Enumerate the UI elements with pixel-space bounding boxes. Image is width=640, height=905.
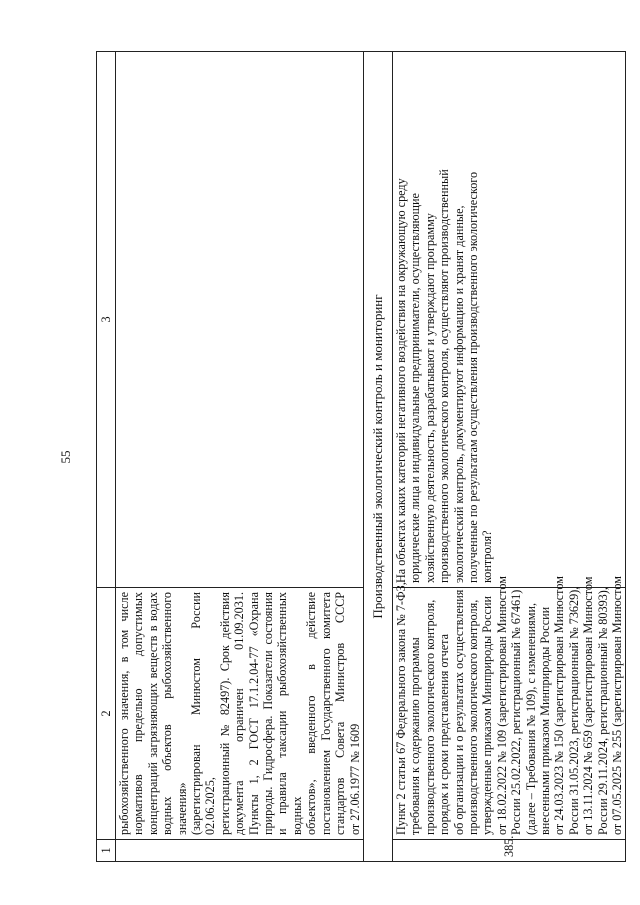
text-line: и правила таксации рыбохозяйственных водных — [275, 592, 304, 835]
text-line: контроля? — [480, 530, 495, 583]
text-line: природы. Гидросфера. Показатели состояния — [261, 592, 276, 835]
text-line: производственного экологического контроля, — [465, 599, 480, 835]
text-line: об организации и о результатах осуществления — [451, 589, 466, 835]
text-line: России 29.11.2024, регистрационный № 80393), — [595, 587, 610, 835]
text-line: утвержденные приказом Минприроды России — [480, 595, 495, 835]
table-row-385 — [392, 52, 626, 862]
text-line: стандартов Совета Министров СССР — [333, 592, 348, 835]
text-line: от 27.06.1977 № 1609 — [347, 723, 362, 835]
text-line: России 31.05.2023, регистрационный № 73629), — [566, 586, 581, 835]
text-line: внесенными приказом Минприроды России — [537, 606, 552, 835]
text-line: концентраций загрязняющих веществ в водах — [145, 592, 160, 835]
text-line: документа ограничен 01.09.2031. — [232, 592, 247, 835]
header-col-1: 1 — [97, 840, 116, 862]
text-line: (зарегистрирован Минюстом России 02.06.2025, — [189, 592, 218, 835]
text-line: требования к содержанию программы — [408, 637, 423, 835]
text-line: Пункты 1, 2 ГОСТ 17.1.2.04-77 «Охрана — [246, 592, 261, 835]
text-line: (далее – Требования № 109), с изменениями, — [523, 602, 538, 835]
text-line: водных объектов рыбохозяйственного значения» — [160, 592, 189, 835]
text-line: от 07.05.2025 № 255 (зарегистрирован Минюстом — [610, 576, 624, 835]
text-line: хозяйственную деятельность, разрабатывают и утверждают программу — [422, 213, 437, 583]
text-line: постановлением Государственного комитета — [318, 592, 333, 835]
row-number-cell — [116, 840, 364, 862]
section-title: Производственный экологический контроль и мониторинг — [363, 52, 392, 862]
header-col-2: 2 — [97, 588, 116, 840]
text-line: рыбохозяйственного значения, в том числе — [117, 592, 131, 835]
law-reference-cell — [392, 576, 626, 840]
question-cell — [116, 52, 364, 588]
text-line: России 25.02.2022, регистрационный № 67461) — [509, 589, 524, 835]
text-line: регистрационный № 82497). Срок действия — [217, 592, 232, 835]
text-line: объектов», введенного в действие — [304, 592, 319, 835]
table-header-row — [97, 52, 116, 862]
text-line: Пункт 2 статьи 67 Федерального закона № 7-ФЗ, — [393, 582, 408, 835]
text-line: полученные по результатам осуществления производственного экологического — [465, 171, 480, 583]
section-row — [363, 52, 392, 862]
table-row-continued — [116, 52, 364, 862]
text-line: производственного экологического контроля, — [422, 599, 437, 835]
page-number: 55 — [58, 450, 73, 464]
text-line: нормативов предельно допустимых — [131, 592, 146, 835]
header-col-3: 3 — [97, 52, 116, 588]
text-line: производственного экологического контроля, осуществляют производственный — [437, 169, 452, 583]
text-line: порядок и сроки представления отчета — [437, 633, 452, 835]
rotated-landscape-content — [58, 52, 624, 862]
requirements-table — [96, 51, 626, 862]
question-cell — [392, 52, 626, 588]
text-line: юридические лица и индивидуальные предприниматели, осуществляющие — [408, 193, 423, 583]
text-line: от 13.11.2024 № 659 (зарегистрирован Минюстом — [581, 576, 596, 835]
row-number-cell: 385. — [392, 840, 626, 862]
text-line: от 24.03.2023 № 150 (зарегистрирован Минюстом — [552, 576, 567, 835]
text-line: от 18.02.2022 № 109 (зарегистрирован Минюстом — [494, 576, 509, 835]
law-reference-cell — [116, 588, 364, 840]
text-line: На объектах каких категорий негативного воздействия на окружающую среду — [393, 178, 408, 583]
text-line: экологический контроль, документируют информацию и хранят данные, — [451, 205, 466, 583]
